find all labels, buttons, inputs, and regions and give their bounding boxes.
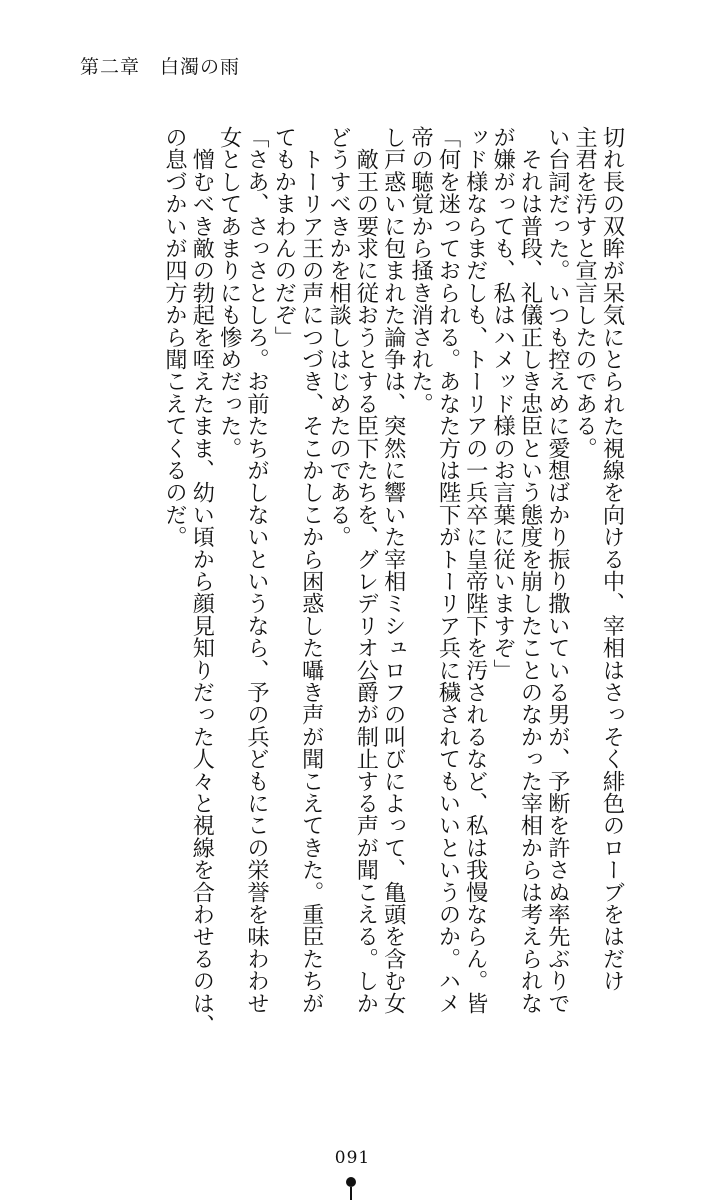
text-line: し戸惑いに包まれた論争は、突然に響いた宰相ミシュロフの叫びによって、亀頭を含む女 bbox=[380, 126, 407, 1014]
text-line: トーリア王の声につづき、そこかしこから困惑した囁き声が聞こえてきた。重臣たちが bbox=[298, 126, 325, 1014]
text-line: が嫌がっても、私はハメッド様のお言葉に従いますぞ」 bbox=[489, 126, 516, 681]
folio-dot-icon bbox=[346, 1177, 356, 1187]
text-line: どうすべきかを相談しはじめたのである。 bbox=[325, 126, 352, 548]
text-line: 女としてあまりにも惨めだった。 bbox=[216, 126, 243, 459]
text-line: ッド様ならまだしも、トーリアの一兵卒に皇帝陛下を汚されるなど、私は我慢ならん。皆 bbox=[462, 126, 489, 1014]
text-line: の息づかいが四方から聞こえてくるのだ。 bbox=[161, 126, 188, 548]
text-line: 主君を汚すと宣言したのである。 bbox=[571, 126, 598, 459]
text-line: それは普段、礼儀正しき忠臣という態度を崩したことのなかった宰相からは考えられな bbox=[516, 126, 543, 1014]
text-line: 「何を迷っておられる。あなた方は陛下がトーリア兵に穢されてもいいというのか。ハメ bbox=[434, 126, 461, 1014]
text-line: てもかまわんのだぞ」 bbox=[270, 126, 297, 348]
body-text bbox=[160, 126, 625, 1037]
text-line: 憎むべき敵の勃起を咥えたまま、幼い頃から顔見知りだった人々と視線を合わせるのは、 bbox=[188, 126, 215, 1037]
text-line: い台詞だった。いつも控えめに愛想ばかり振り撒いている男が、予断を許さぬ率先ぶりで bbox=[544, 126, 571, 1014]
text-line: 帝の聴覚から掻き消された。 bbox=[407, 126, 434, 415]
running-head: 第二章 白濁の雨 bbox=[80, 56, 241, 78]
text-line: 敵王の要求に従おうとする臣下たちを、グレデリオ公爵が制止する声が聞こえる。しか bbox=[352, 126, 379, 1014]
page-number: 091 bbox=[334, 1148, 371, 1168]
text-line: 切れ長の双眸が呆気にとられた視線を向ける中、宰相はさっそく緋色のローブをはだけ bbox=[599, 126, 625, 992]
text-line: 「さあ、さっさとしろ。お前たちがしないというなら、予の兵どもにこの栄誉を味わわせ bbox=[243, 126, 270, 1014]
folio-stem-line bbox=[350, 1187, 352, 1200]
